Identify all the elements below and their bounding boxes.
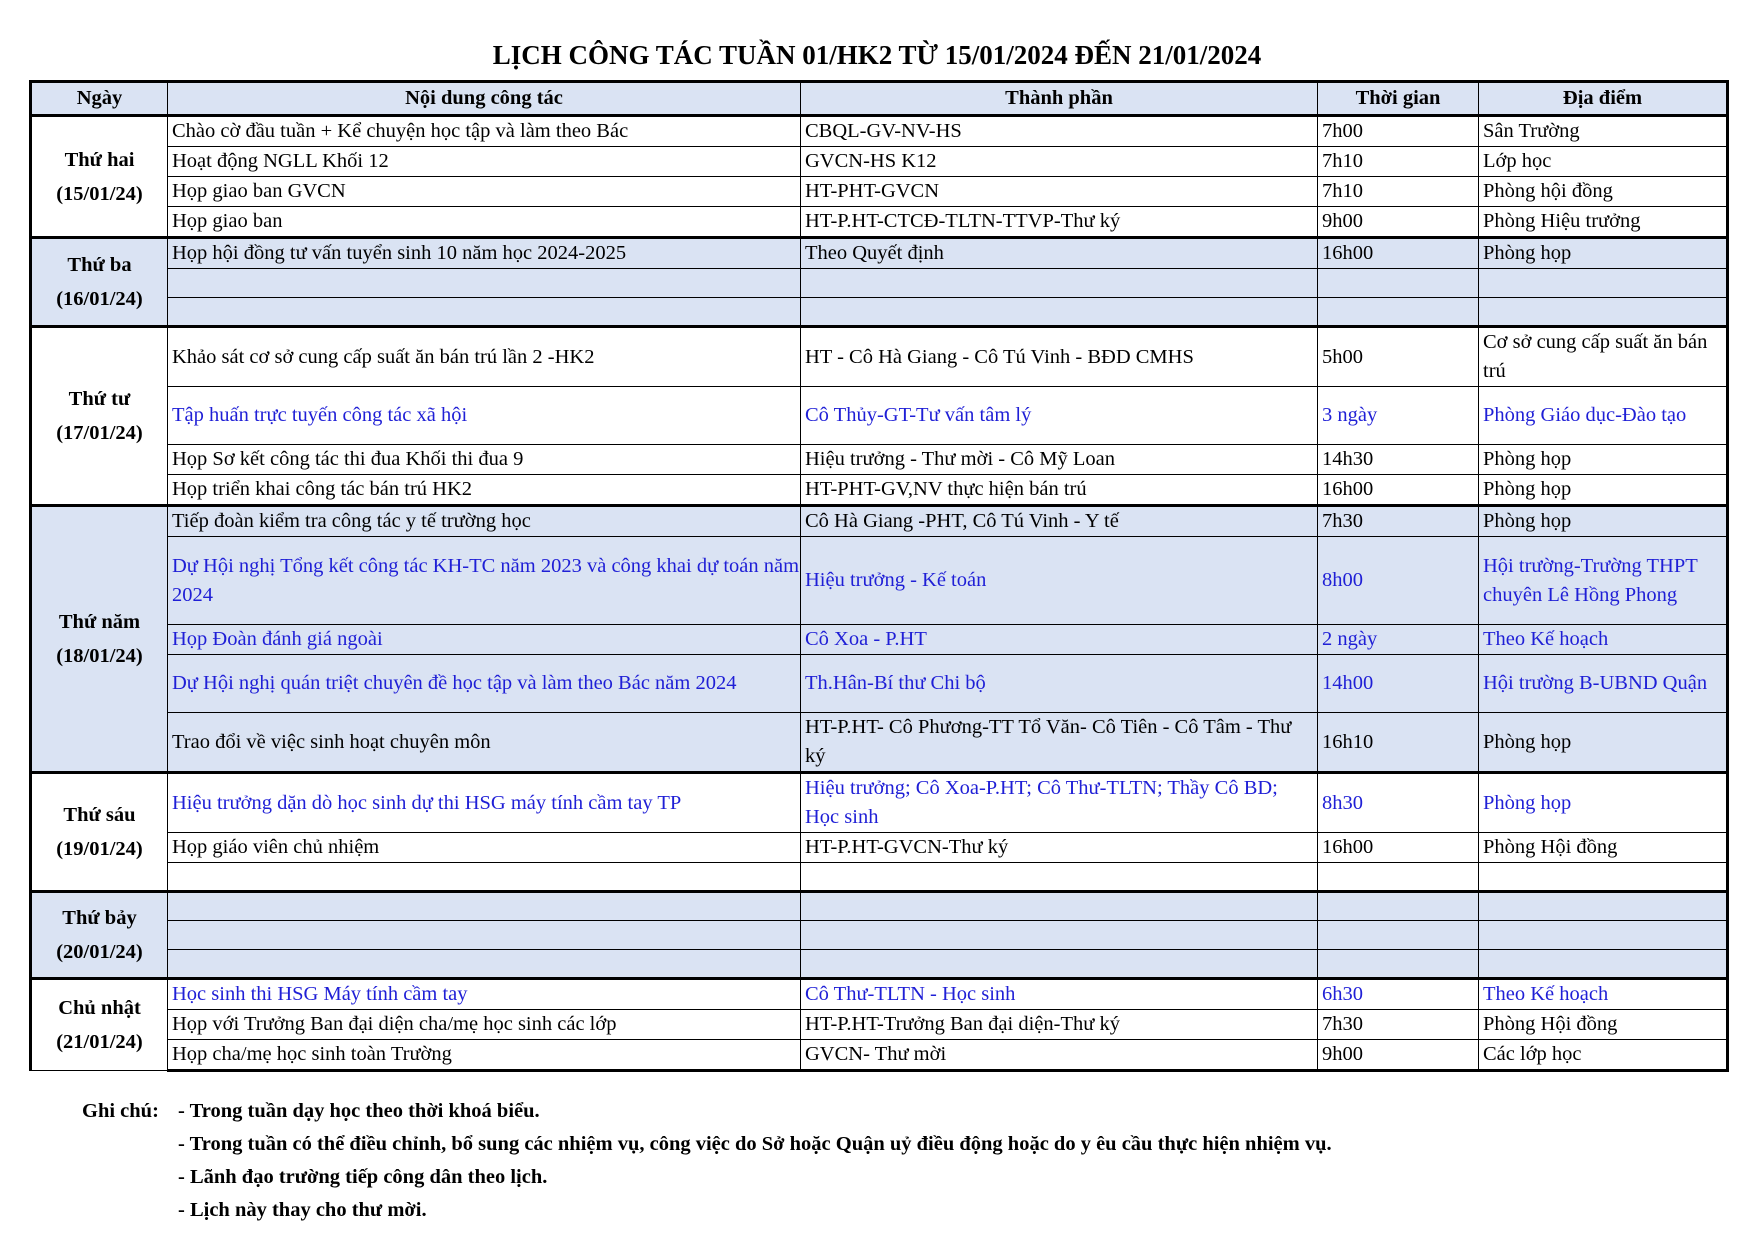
cell-time: 7h30 xyxy=(1318,506,1479,537)
cell-members: Cô Hà Giang -PHT, Cô Tú Vinh - Y tế xyxy=(801,506,1318,537)
day-cell xyxy=(31,773,168,892)
cell-time: 14h30 xyxy=(1318,445,1479,475)
table-row xyxy=(31,773,1728,833)
cell-time: 8h30 xyxy=(1318,773,1479,833)
cell-time: 8h00 xyxy=(1318,537,1479,625)
day-cell xyxy=(31,892,168,979)
cell-time: 3 ngày xyxy=(1318,387,1479,445)
cell-members xyxy=(801,921,1318,950)
cell-members: HT - Cô Hà Giang - Cô Tú Vinh - BĐD CMHS xyxy=(801,327,1318,387)
cell-members: Th.Hân-Bí thư Chi bộ xyxy=(801,655,1318,713)
cell-content xyxy=(168,269,801,298)
cell-members xyxy=(801,892,1318,921)
cell-members: HT-PHT-GVCN xyxy=(801,177,1318,207)
table-row xyxy=(31,950,1728,979)
table-row xyxy=(31,298,1728,327)
cell-time: 7h10 xyxy=(1318,177,1479,207)
cell-place: Phòng hội đồng xyxy=(1479,177,1728,207)
cell-place: Phòng Hội đồng xyxy=(1479,1010,1728,1040)
cell-members xyxy=(801,298,1318,327)
note-item: - Lãnh đạo trường tiếp công dân theo lịch. xyxy=(178,1166,548,1188)
cell-content: Dự Hội nghị quán triệt chuyên đề học tập và làm theo Bác năm 2024 xyxy=(168,655,801,713)
cell-content: Họp giao ban GVCN xyxy=(168,177,801,207)
day-name: Thứ ba xyxy=(67,254,132,276)
table-row xyxy=(31,207,1728,238)
table-row xyxy=(31,537,1728,625)
cell-time: 9h00 xyxy=(1318,207,1479,238)
cell-place: Phòng họp xyxy=(1479,506,1728,537)
cell-content: Tập huấn trực tuyến công tác xã hội xyxy=(168,387,801,445)
table-row xyxy=(31,1040,1728,1071)
header-place: Địa điểm xyxy=(1479,82,1728,116)
cell-time xyxy=(1318,950,1479,979)
day-name: Thứ sáu xyxy=(63,804,136,826)
header-members: Thành phần xyxy=(801,82,1318,116)
cell-time xyxy=(1318,921,1479,950)
day-cell xyxy=(31,238,168,327)
table-row xyxy=(31,892,1728,921)
schedule-table xyxy=(29,80,1729,1072)
table-row xyxy=(31,625,1728,655)
table-row xyxy=(31,445,1728,475)
cell-members: HT-P.HT-CTCĐ-TLTN-TTVP-Thư ký xyxy=(801,207,1318,238)
cell-place: Các lớp học xyxy=(1479,1040,1728,1071)
cell-place: Lớp học xyxy=(1479,147,1728,177)
cell-time: 2 ngày xyxy=(1318,625,1479,655)
cell-content: Hiệu trưởng dặn dò học sinh dự thi HSG máy tính cầm tay TP xyxy=(168,773,801,833)
cell-place xyxy=(1479,863,1728,892)
cell-members: Hiệu trưởng - Thư mời - Cô Mỹ Loan xyxy=(801,445,1318,475)
cell-place xyxy=(1479,892,1728,921)
header-time: Thời gian xyxy=(1318,82,1479,116)
day-name: Thứ năm xyxy=(58,611,141,633)
cell-members: Theo Quyết định xyxy=(801,238,1318,269)
cell-place: Hội trường B-UBND Quận xyxy=(1479,655,1728,713)
cell-content: Tiếp đoàn kiểm tra công tác y tế trường học xyxy=(168,506,801,537)
table-row xyxy=(31,979,1728,1010)
cell-time: 7h10 xyxy=(1318,147,1479,177)
table-row xyxy=(31,269,1728,298)
header-content: Nội dung công tác xyxy=(168,82,801,116)
cell-time: 14h00 xyxy=(1318,655,1479,713)
cell-time xyxy=(1318,298,1479,327)
cell-content xyxy=(168,950,801,979)
cell-time: 7h00 xyxy=(1318,116,1479,147)
cell-content xyxy=(168,298,801,327)
day-cell xyxy=(31,116,168,238)
day-cell xyxy=(31,506,168,773)
cell-members: Hiệu trưởng - Kế toán xyxy=(801,537,1318,625)
table-row xyxy=(31,387,1728,445)
notes-list xyxy=(178,1095,1332,1227)
cell-members: Hiệu trưởng; Cô Xoa-P.HT; Cô Thư-TLTN; Thầy Cô BD; Học sinh xyxy=(801,773,1318,833)
table-row xyxy=(31,327,1728,387)
day-date: (17/01/24) xyxy=(56,422,143,444)
cell-time xyxy=(1318,863,1479,892)
cell-place: Phòng họp xyxy=(1479,445,1728,475)
cell-members xyxy=(801,269,1318,298)
cell-time xyxy=(1318,269,1479,298)
cell-place: Phòng Giáo dục-Đào tạo xyxy=(1479,387,1728,445)
cell-content: Họp Sơ kết công tác thi đua Khối thi đua 9 xyxy=(168,445,801,475)
cell-content: Dự Hội nghị Tổng kết công tác KH-TC năm 2023 và công khai dự toán năm 2024 xyxy=(168,537,801,625)
table-row xyxy=(31,238,1728,269)
cell-time: 16h00 xyxy=(1318,833,1479,863)
table-row xyxy=(31,713,1728,773)
cell-content: Họp giao ban xyxy=(168,207,801,238)
note-item: - Trong tuần dạy học theo thời khoá biểu. xyxy=(178,1100,540,1122)
day-cell xyxy=(31,327,168,506)
cell-members: GVCN- Thư mời xyxy=(801,1040,1318,1071)
cell-time: 9h00 xyxy=(1318,1040,1479,1071)
cell-members: HT-P.HT- Cô Phương-TT Tổ Văn- Cô Tiên - Cô Tâm - Thư ký xyxy=(801,713,1318,773)
cell-place: Phòng họp xyxy=(1479,238,1728,269)
cell-place: Theo Kế hoạch xyxy=(1479,979,1728,1010)
day-date: (16/01/24) xyxy=(56,288,143,310)
cell-content: Hoạt động NGLL Khối 12 xyxy=(168,147,801,177)
table-row xyxy=(31,655,1728,713)
cell-place: Phòng họp xyxy=(1479,475,1728,506)
notes-label: Ghi chú: xyxy=(82,1100,159,1122)
cell-members: Cô Xoa - P.HT xyxy=(801,625,1318,655)
table-row xyxy=(31,863,1728,892)
cell-time xyxy=(1318,892,1479,921)
cell-content xyxy=(168,921,801,950)
day-date: (21/01/24) xyxy=(56,1031,143,1053)
day-cell xyxy=(31,979,168,1071)
table-row xyxy=(31,921,1728,950)
day-date: (15/01/24) xyxy=(56,182,143,205)
cell-content: Họp Đoàn đánh giá ngoài xyxy=(168,625,801,655)
cell-members xyxy=(801,950,1318,979)
cell-members: GVCN-HS K12 xyxy=(801,147,1318,177)
table-row xyxy=(31,147,1728,177)
cell-members: Cô Thư-TLTN - Học sinh xyxy=(801,979,1318,1010)
note-item: - Trong tuần có thể điều chỉnh, bổ sung các nhiệm vụ, công việc do Sở hoặc Quận uỷ điều động hoặc do y êu cầu thực hiện nhiệm vụ. xyxy=(178,1133,1332,1155)
cell-place: Sân Trường xyxy=(1479,116,1728,147)
cell-members: CBQL-GV-NV-HS xyxy=(801,116,1318,147)
note-item: - Lịch này thay cho thư mời. xyxy=(178,1199,427,1221)
cell-place xyxy=(1479,950,1728,979)
cell-place xyxy=(1479,921,1728,950)
cell-place xyxy=(1479,298,1728,327)
table-row xyxy=(31,833,1728,863)
day-date: (19/01/24) xyxy=(56,838,143,860)
cell-place xyxy=(1479,269,1728,298)
cell-content: Chào cờ đầu tuần + Kể chuyện học tập và làm theo Bác xyxy=(168,116,801,147)
table-row xyxy=(31,1010,1728,1040)
page-title: LỊCH CÔNG TÁC TUẦN 01/HK2 TỪ 15/01/2024 ĐẾN 21/01/2024 xyxy=(492,40,1262,70)
cell-place: Phòng Hội đồng xyxy=(1479,833,1728,863)
cell-content: Họp triển khai công tác bán trú HK2 xyxy=(168,475,801,506)
cell-content xyxy=(168,863,801,892)
header-row xyxy=(31,82,1728,116)
cell-content: Họp giáo viên chủ nhiệm xyxy=(168,833,801,863)
cell-place: Hội trường-Trường THPT chuyên Lê Hồng Phong xyxy=(1479,537,1728,625)
cell-content: Khảo sát cơ sở cung cấp suất ăn bán trú lần 2 -HK2 xyxy=(168,327,801,387)
table-row xyxy=(31,177,1728,207)
cell-members: Cô Thủy-GT-Tư vấn tâm lý xyxy=(801,387,1318,445)
cell-content: Trao đổi về việc sinh hoạt chuyên môn xyxy=(168,713,801,773)
cell-time: 5h00 xyxy=(1318,327,1479,387)
cell-members: HT-P.HT-GVCN-Thư ký xyxy=(801,833,1318,863)
cell-members: HT-PHT-GV,NV thực hiện bán trú xyxy=(801,475,1318,506)
cell-content: Họp hội đồng tư vấn tuyển sinh 10 năm học 2024-2025 xyxy=(168,238,801,269)
cell-content: Họp với Trưởng Ban đại diện cha/mẹ học sinh các lớp xyxy=(168,1010,801,1040)
cell-content xyxy=(168,892,801,921)
cell-time: 16h00 xyxy=(1318,238,1479,269)
day-name: Chủ nhật xyxy=(58,997,141,1019)
table-row xyxy=(31,506,1728,537)
table-row xyxy=(31,475,1728,506)
day-name: Thứ tư xyxy=(68,388,131,410)
cell-place: Phòng Hiệu trưởng xyxy=(1479,207,1728,238)
day-name: Thứ hai xyxy=(64,148,135,171)
cell-members: HT-P.HT-Trưởng Ban đại diện-Thư ký xyxy=(801,1010,1318,1040)
cell-time: 16h10 xyxy=(1318,713,1479,773)
cell-place: Phòng họp xyxy=(1479,713,1728,773)
cell-content: Họp cha/mẹ học sinh toàn Trường xyxy=(168,1040,801,1071)
cell-time: 6h30 xyxy=(1318,979,1479,1010)
cell-content: Học sinh thi HSG Máy tính cầm tay xyxy=(168,979,801,1010)
table-row xyxy=(31,116,1728,147)
header-day: Ngày xyxy=(31,82,168,116)
day-name: Thứ bảy xyxy=(62,907,137,929)
cell-time: 7h30 xyxy=(1318,1010,1479,1040)
day-date: (20/01/24) xyxy=(56,941,143,963)
cell-members xyxy=(801,863,1318,892)
cell-place: Phòng họp xyxy=(1479,773,1728,833)
day-date: (18/01/24) xyxy=(56,645,143,667)
cell-place: Theo Kế hoạch xyxy=(1479,625,1728,655)
cell-place: Cơ sở cung cấp suất ăn bán trú xyxy=(1479,327,1728,387)
cell-time: 16h00 xyxy=(1318,475,1479,506)
